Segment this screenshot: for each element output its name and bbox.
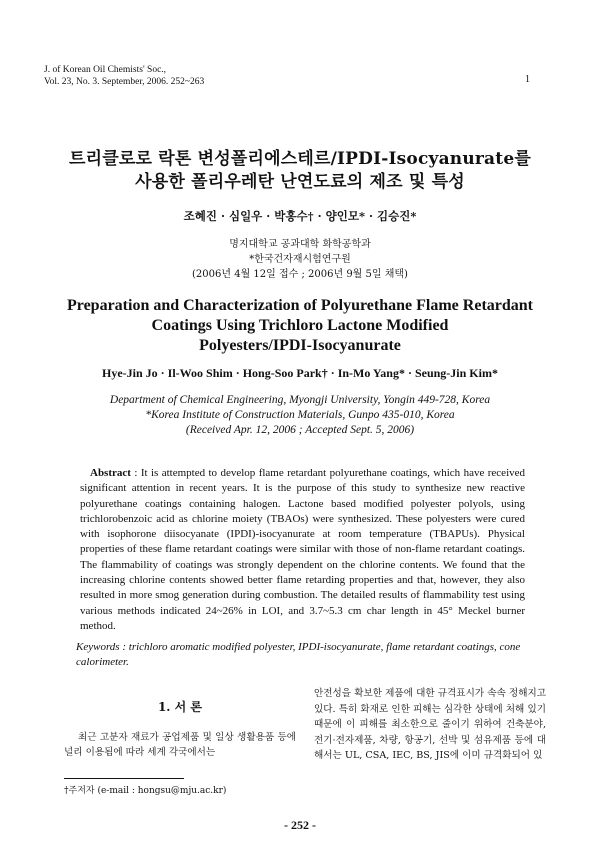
abstract-label: Abstract [90, 467, 131, 479]
abstract-separator: : [130, 467, 141, 479]
page-number-top: 1 [525, 74, 530, 85]
english-title-line-3: Polyesters/IPDI-Isocyanurate [199, 337, 401, 354]
korean-title [0, 148, 600, 194]
korean-affiliation-2: *한국건자재시험연구원 [249, 254, 351, 265]
english-authors: Hye-Jin Jo · Il-Woo Shim · Hong-Soo Park† · In-Mo Yang* · Seung-Jin Kim* [102, 366, 498, 380]
journal-name: J. of Korean Oil Chemists' Soc., [44, 65, 167, 75]
english-title [0, 296, 600, 356]
journal-volume: Vol. 23, No. 3. September, 2006. 252~263 [44, 77, 205, 87]
korean-authors: 조혜진 · 심일우 · 박홍수† · 양인모* · 김승진* [183, 209, 417, 223]
keywords-separator: : [119, 641, 129, 653]
section-title: 1. 서 론 [157, 700, 203, 714]
english-affiliation-1: Department of Chemical Engineering, Myongji University, Yongin 449-728, Korea [109, 394, 491, 406]
english-title-line-1: Preparation and Characterization of Polyurethane Flame Retardant [66, 297, 533, 314]
page-number-bottom: - 252 - [284, 818, 316, 832]
keywords-label: Keywords [76, 641, 120, 653]
right-column-text: 안전성을 확보한 제품에 대한 규격표시가 속속 정해지고 있다. 특히 화재로 인한 피해는 심각한 상태에 처해 있기 때문에 이 피해를 최소한으로 줄이기 위하여 건축분야, 전기·전자제품, 차량, 항공기, 선박 및 섬유제품 등에 대해서는 UL, CSA, IEC, BS, JIS에 이미 규격화되어 있 [314, 688, 546, 762]
english-affiliations [0, 393, 600, 438]
left-column [64, 700, 296, 761]
english-affiliation-2: *Korea Institute of Construction Materials, Gunpo 435-010, Korea [145, 409, 455, 421]
abstract-text: It is attempted to develop flame retardant polyurethane coatings, which have received significant attention in recent years. It is the purpose of this study to synthesize new reactive polyurethane coatings containing halogen. Lactone based modified polyester polyols, using trichlorobenzoic acid as chlorine moiety (TBAOs) were synthesized. These polyesters were cured with isophorone diisocyanate (IPDI)-isocyanurate at room temperature (TBAPUs). Physical properties of these flame retardant coatings were similar with those of non-flame retardant coatings. The flammability of coatings was strongly dependent on the chlorine contents. We found that the increasing chlorine contents showed better flame retarding properties and that, however, they also resulted in more smog generation during combustion. The detailed results of flammability test using various methods indicated 24~26% in LOI, and 3.7~5.3 cm char length in 45° Meckel burner method. [80, 467, 526, 632]
left-column-text: 최근 고분자 재료가 공업제품 및 일상 생활용품 등에 널리 이용됨에 따라 세계 각국에서는 [64, 731, 296, 759]
korean-title-line-1: 트리클로로 락톤 변성폴리에스테르/IPDI-Isocyanurate를 [69, 149, 531, 169]
keywords [76, 640, 526, 670]
korean-title-line-2: 사용한 폴리우레탄 난연도료의 제조 및 특성 [135, 172, 465, 192]
abstract [80, 466, 525, 634]
journal-citation [44, 64, 204, 88]
korean-received-date: (2006년 4월 12일 접수 ; 2006년 9월 5일 채택) [192, 269, 408, 280]
footnote-divider [64, 778, 184, 779]
right-column [314, 686, 546, 764]
english-title-line-2: Coatings Using Trichloro Lactone Modified [151, 317, 449, 334]
korean-affiliations [0, 237, 600, 282]
footnote: †주저자 (e-mail : hongsu@mju.ac.kr) [64, 786, 227, 796]
keywords-text: trichloro aromatic modified polyester, IPDI-isocyanurate, flame retardant coatings, cone calorimeter. [76, 641, 521, 668]
korean-affiliation-1: 명지대학교 공과대학 화학공학과 [229, 239, 371, 250]
english-received-date: (Received Apr. 12, 2006 ; Accepted Sept. 5, 2006) [185, 424, 415, 436]
